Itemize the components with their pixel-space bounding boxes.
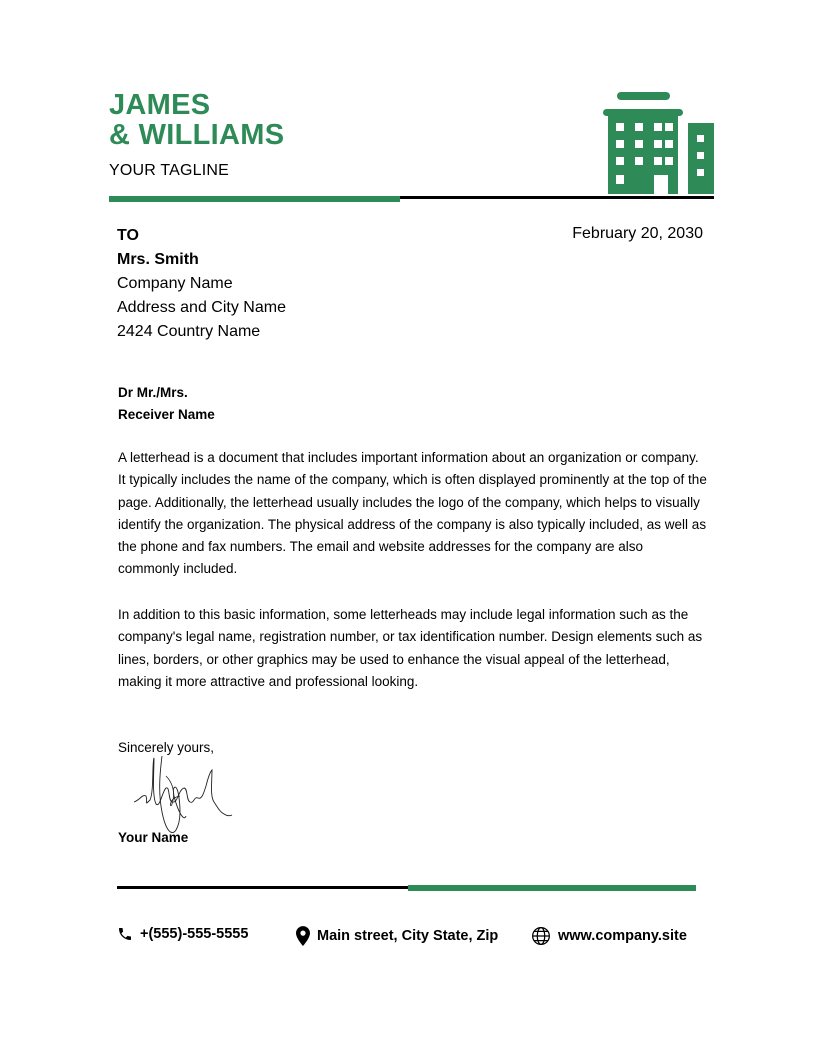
website-link[interactable]: www.company.site xyxy=(558,928,687,944)
closing-text: Sincerely yours, xyxy=(118,740,215,755)
footer-divider-accent xyxy=(408,885,696,891)
body-paragraph-1: A letterhead is a document that includes important information about an organization or company. It typically includes the name of the company, which is often displayed prominently at the top of the page. Additionally, the letterhead usually includes the logo of the company, which helps to visually identify the organization. The physical address of the company is also typically included, as well as the phone and fax numbers. The email and website addresses for the company are also commonly included. xyxy=(118,450,707,577)
footer-phone xyxy=(117,926,248,942)
phone-icon xyxy=(117,926,133,942)
signer-name: Your Name xyxy=(118,830,189,845)
building-icon xyxy=(603,91,715,195)
header-divider-line xyxy=(400,196,714,199)
globe-icon xyxy=(531,926,551,946)
phone-number: +(555)-555-5555 xyxy=(140,926,249,942)
header-divider-accent xyxy=(109,196,400,202)
footer-address xyxy=(296,926,498,946)
recipient-name: Mrs. Smith xyxy=(117,251,199,268)
recipient-block xyxy=(117,224,286,344)
address-text: Main street, City State, Zip xyxy=(317,928,499,944)
company-name-line1: JAMES xyxy=(109,89,211,121)
company-name-line2: & WILLIAMS xyxy=(109,119,285,151)
tagline: YOUR TAGLINE xyxy=(109,162,230,179)
location-pin-icon xyxy=(296,926,310,946)
to-label: TO xyxy=(117,227,139,244)
salutation-line2: Receiver Name xyxy=(118,407,215,422)
salutation xyxy=(118,382,215,426)
signature-image xyxy=(132,752,234,840)
recipient-country: 2424 Country Name xyxy=(117,323,261,340)
salutation-line1: Dr Mr./Mrs. xyxy=(118,385,188,400)
footer-website xyxy=(531,926,687,946)
recipient-address: Address and City Name xyxy=(117,299,286,316)
recipient-company: Company Name xyxy=(117,275,233,292)
letter-date: February 20, 2030 xyxy=(572,225,703,242)
company-name xyxy=(109,90,284,150)
body-paragraph-2: In addition to this basic information, some letterheads may include legal information such as the company's legal name, registration number, or tax identification number. Design elements such as lines, borders, or other graphics may be used to enhance the visual appeal of the letterhead, making it more attractive and professional looking. xyxy=(118,607,703,689)
footer-divider-line xyxy=(117,886,408,889)
